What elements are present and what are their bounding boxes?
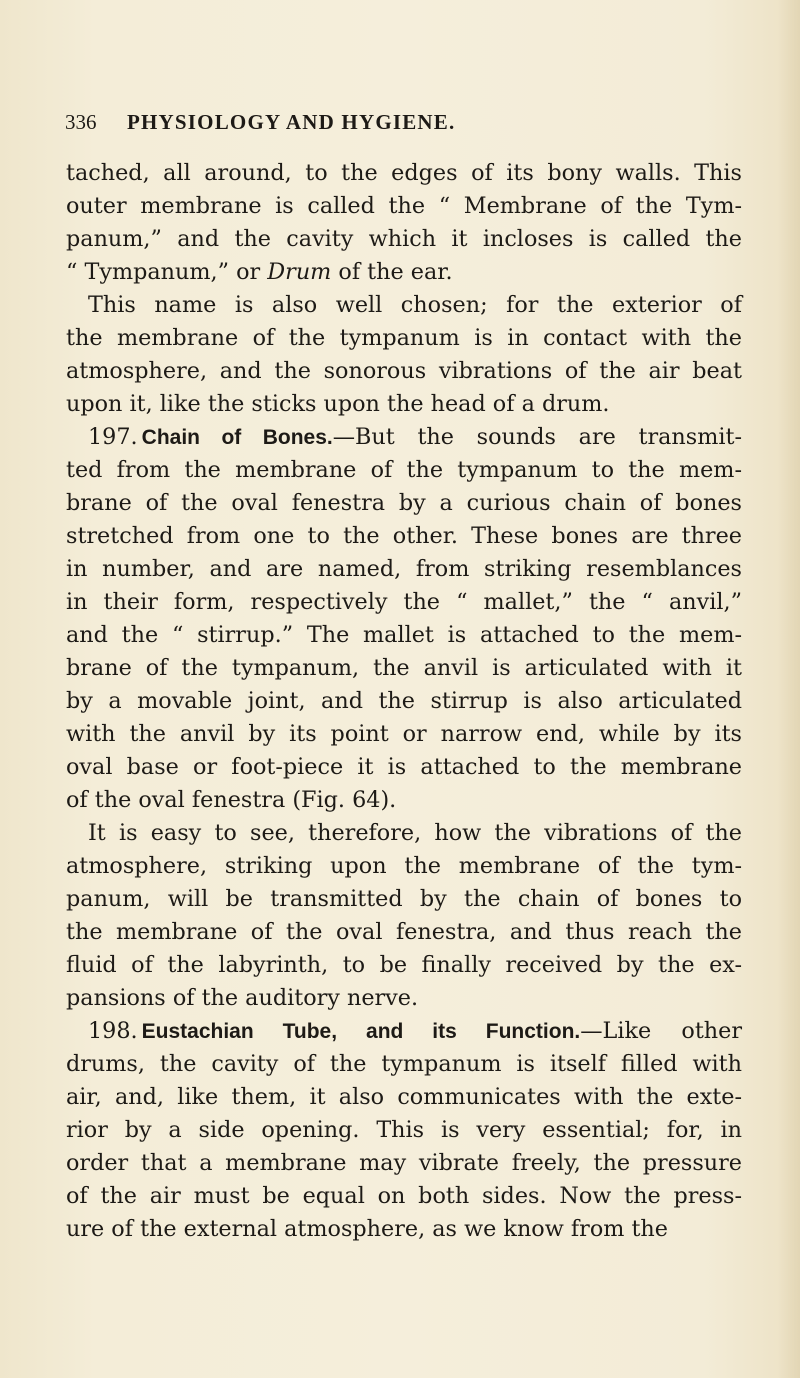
text-line: panum, will be transmitted by the chain of bones to: [66, 886, 742, 912]
text-line: pansions of the auditory nerve.: [66, 985, 419, 1011]
text-line: of the oval fenestra (Fig. 64).: [66, 787, 397, 813]
text-line: panum,” and the cavity which it incloses is called the: [66, 226, 742, 252]
text-line: upon it, like the sticks upon the head of a drum.: [66, 391, 610, 417]
text-line: and the “ stirrup.” The mallet is attached to the mem-: [66, 622, 742, 648]
text-line: drums, the cavity of the tympanum is itself filled with: [66, 1051, 742, 1077]
text-line: of the air must be equal on both sides. Now the press-: [66, 1183, 742, 1209]
section-heading-line: [66, 1015, 742, 1048]
paragraph-first-line: This name is also well chosen; for the exterior of: [88, 292, 742, 318]
text-fragment: —Like other: [580, 1018, 742, 1044]
text-line: atmosphere, striking upon the membrane of the tym-: [66, 853, 742, 879]
text-line: oval base or foot-piece it is attached to the membrane: [66, 754, 742, 780]
text-line: with the anvil by its point or narrow end, while by its: [66, 721, 742, 747]
section-heading-line: [66, 421, 742, 454]
paragraph-first-line: It is easy to see, therefore, how the vibrations of the: [88, 820, 742, 846]
text-line: fluid of the labyrinth, to be finally received by the ex-: [66, 952, 742, 978]
text-line: outer membrane is called the “ Membrane of the Tym-: [66, 193, 742, 219]
text-line: ted from the membrane of the tympanum to the mem-: [66, 457, 742, 483]
text-line: brane of the oval fenestra by a curious chain of bones: [66, 490, 742, 516]
text-line: air, and, like them, it also communicates with the exte-: [66, 1084, 742, 1110]
page-edge-shadow: [778, 0, 800, 1378]
text-fragment: —But the sounds are transmit-: [332, 424, 742, 450]
text-fragment: of the ear.: [331, 259, 453, 285]
text-line: the membrane of the tympanum is in contact with the: [66, 325, 742, 351]
page-number: 336: [65, 110, 97, 134]
text-line: [66, 256, 742, 289]
text-line: stretched from one to the other. These bones are three: [66, 523, 742, 549]
text-line: brane of the tympanum, the anvil is articulated with it: [66, 655, 742, 681]
section-number: 198.: [88, 1018, 138, 1044]
text-line: the membrane of the oval fenestra, and thus reach the: [66, 919, 742, 945]
text-fragment: “ Tympanum,” or: [66, 259, 268, 285]
italic-term: Drum: [267, 259, 332, 285]
running-head: PHYSIOLOGY AND HYGIENE.: [127, 110, 456, 134]
text-line: atmosphere, and the sonorous vibrations of the air beat: [66, 358, 742, 384]
section-number: 197.: [88, 424, 138, 450]
section-title: Eustachian Tube, and its Function.: [141, 1020, 581, 1043]
text-line: rior by a side opening. This is very essential; for, in: [66, 1117, 742, 1143]
text-line: by a movable joint, and the stirrup is also articulated: [66, 688, 742, 714]
text-line: in their form, respectively the “ mallet,” the “ anvil,”: [66, 589, 742, 615]
text-line: order that a membrane may vibrate freely, the pressure: [66, 1150, 742, 1176]
page-header: [65, 107, 737, 137]
text-line: in number, and are named, from striking resemblances: [66, 556, 742, 582]
text-line: tached, all around, to the edges of its bony walls. This: [66, 160, 742, 186]
text-line: ure of the external atmosphere, as we know from the: [66, 1216, 668, 1242]
body-text: [66, 157, 742, 1246]
section-title: Chain of Bones.: [141, 426, 333, 449]
